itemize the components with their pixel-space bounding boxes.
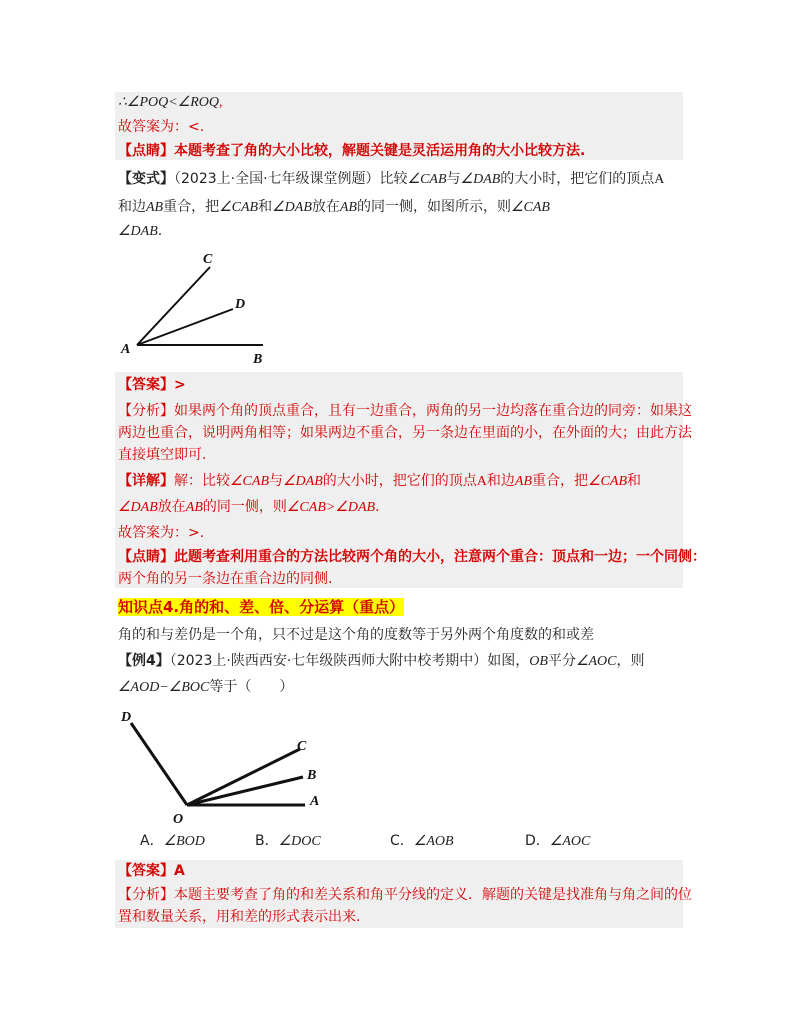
label-a: A (310, 794, 320, 809)
example4-analysis-2: 置和数量关系，用和差的形式表示出来. (118, 909, 361, 925)
option-b[interactable]: B．∠DOC (255, 833, 321, 849)
ray-od (131, 723, 187, 805)
variant-comment-1: 【点睛】此题考查利用重合的方法比较两个角的大小，注意两个重合：顶点和一边；一个同侧： (118, 549, 706, 565)
example4-line-1: 【例4】（2023上·陕西西安·七年级陕西师大附中校考期中）如图，OB平分∠AOC，则 (118, 653, 645, 669)
variant-comment-2: 两个角的另一条边在重合边的同侧. (118, 571, 333, 587)
knowledge-heading: 知识点4.角的和、差、倍、分运算（重点） (118, 598, 405, 616)
ray-oc (187, 749, 300, 805)
figure-angles-od-oc-ob-oa (115, 705, 335, 830)
answer-line-top: 故答案为：<. (118, 119, 205, 135)
comment-top: 【点睛】本题考查了角的大小比较，解题关键是灵活运用角的大小比较方法. (118, 143, 586, 159)
conclusion-line: ∴∠POQ<∠ROQ, (118, 95, 223, 110)
ray-ad (137, 309, 233, 345)
option-d[interactable]: D．∠AOC (525, 833, 591, 849)
variant-question-line-2: 和边AB重合，把∠CAB和∠DAB放在AB的同一侧，如图所示，则∠CAB (118, 199, 550, 215)
figure-angles-cab-dab (115, 245, 285, 370)
example4-line-2: ∠AOD−∠BOC等于（ ） (118, 679, 294, 695)
variant-analysis-1: 【分析】如果两个角的顶点重合，且有一边重合，两角的另一边均落在重合边的同旁：如果这 (118, 403, 692, 419)
variant-detail-2: ∠DAB放在AB的同一侧，则∠CAB>∠DAB. (118, 499, 380, 515)
label-c: C (297, 739, 307, 754)
label-o: O (173, 812, 184, 827)
label-d: D (235, 297, 246, 312)
variant-question-line-3: ∠DAB. (118, 223, 163, 239)
example4-analysis-1: 【分析】本题主要考查了角的和差关系和角平分线的定义．解题的关键是找准角与角之间的位 (118, 887, 692, 903)
ray-ac (137, 267, 210, 345)
label-b: B (253, 352, 263, 367)
variant-analysis-2: 两边也重合，说明两角相等；如果两边不重合，另一条边在里面的小，在外面的大；由此方法 (118, 425, 692, 441)
label-b: B (307, 768, 317, 783)
option-c[interactable]: C．∠AOB (390, 833, 454, 849)
label-a: A (121, 342, 131, 357)
label-d: D (121, 710, 132, 725)
example4-answer: 【答案】A (118, 863, 185, 879)
ray-ob (187, 777, 303, 805)
option-a[interactable]: A．∠BOD (140, 833, 205, 849)
variant-answer: 【答案】> (118, 377, 186, 393)
variant-detail-1: 【详解】解：比较∠CAB与∠DAB的大小时，把它们的顶点A和边AB重合，把∠CAB和 (118, 473, 641, 489)
variant-final-answer: 故答案为：>. (118, 525, 205, 541)
variant-question-line-1: 【变式】（2023上·全国·七年级课堂例题）比较∠CAB与∠DAB的大小时，把它们的顶点A (118, 171, 665, 187)
label-c: C (203, 252, 213, 267)
knowledge-desc: 角的和与差仍是一个角，只不过是这个角的度数等于另外两个角度数的和或差 (118, 627, 594, 643)
variant-analysis-3: 直接填空即可. (118, 447, 207, 463)
